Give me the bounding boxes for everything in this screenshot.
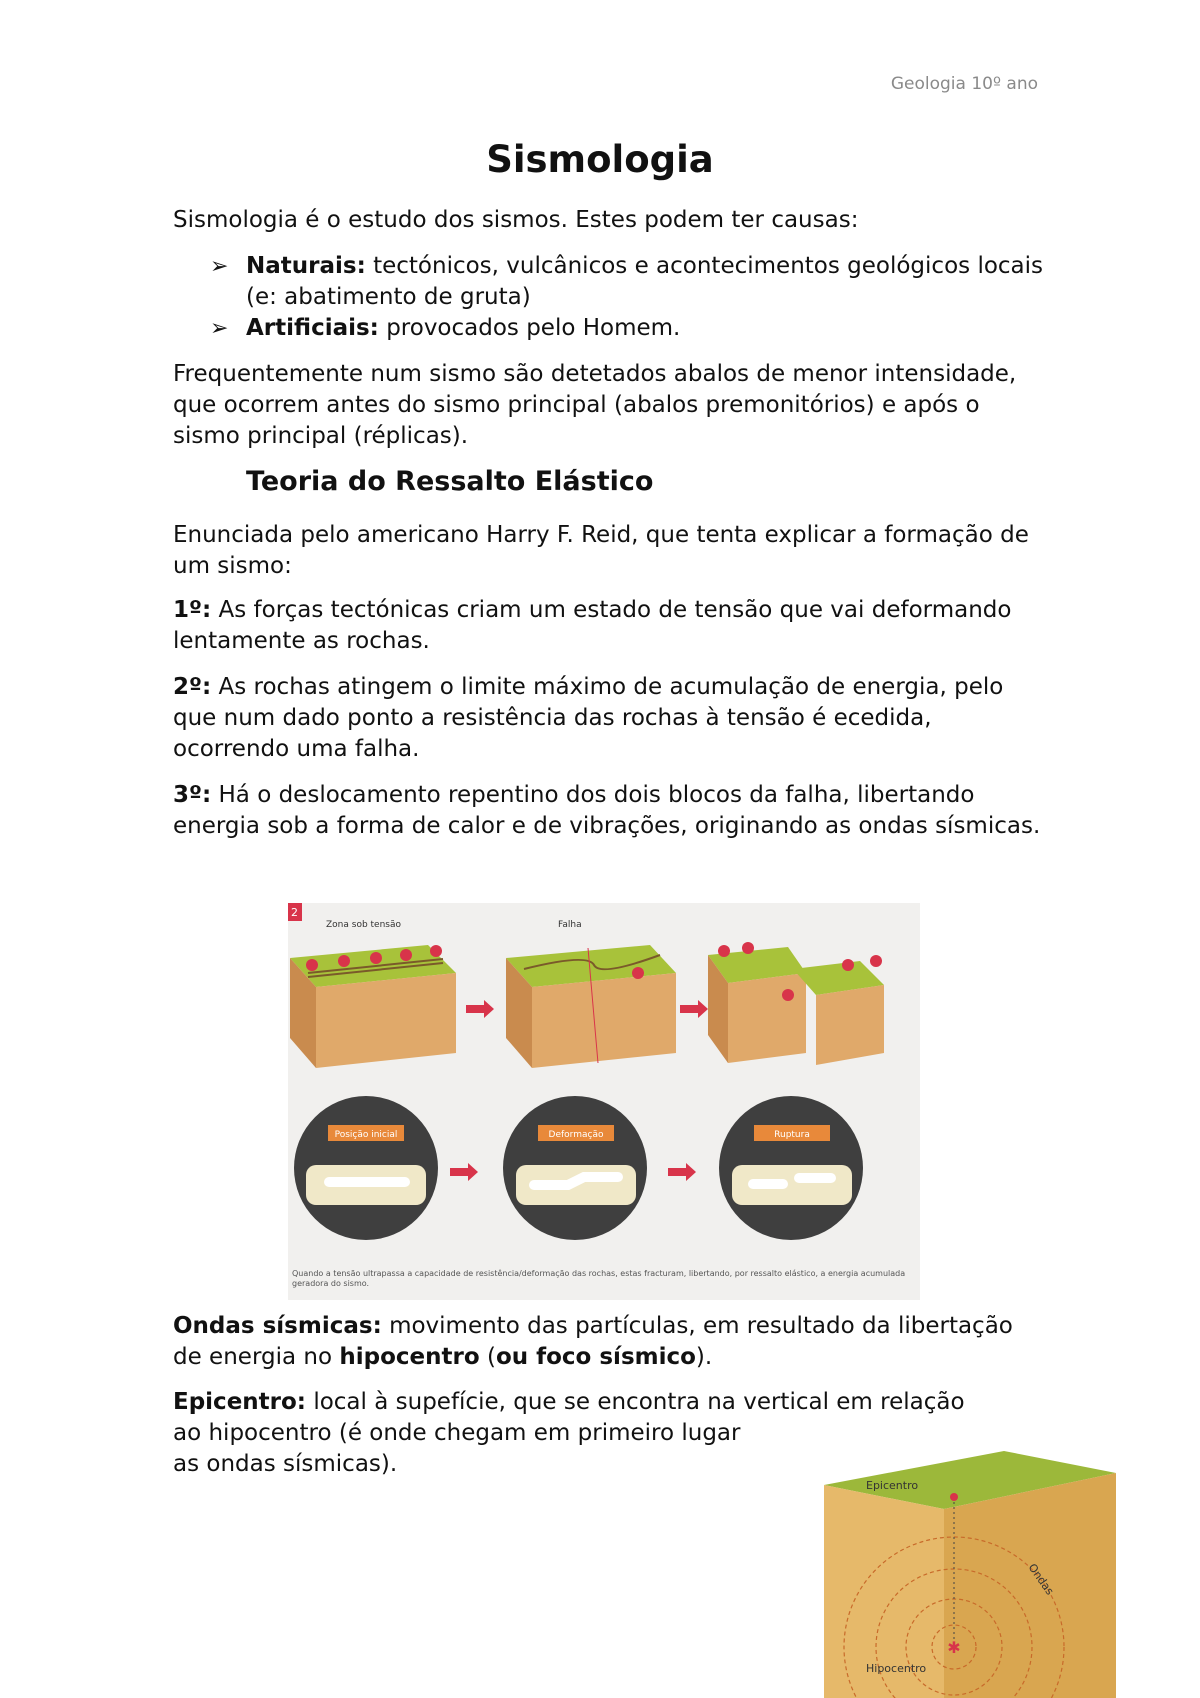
step-label: 1º: bbox=[173, 597, 212, 623]
step-text: As forças tectónicas criam um estado de tensão que vai deformando lentamente as rochas. bbox=[173, 597, 1012, 654]
section-subtitle: Teoria do Ressalto Elástico bbox=[246, 466, 654, 497]
marker-e3 bbox=[870, 955, 882, 967]
block-initial bbox=[290, 945, 456, 1068]
bullet-text: provocados pelo Homem. bbox=[378, 315, 681, 341]
bullet-label: Artificiais: bbox=[246, 315, 379, 341]
marker-c bbox=[370, 952, 382, 964]
bullet-text: tectónicos, vulcânicos e acontecimentos geológicos locais (e: abatimento de gruta) bbox=[246, 253, 1044, 310]
arrow-bullet-icon: ➢ bbox=[210, 254, 229, 279]
epicentro-point bbox=[950, 1493, 958, 1501]
paragraph-ondas bbox=[173, 1311, 1043, 1373]
bullet-naturais-text bbox=[246, 251, 1066, 313]
ondas-label: Ondas sísmicas: bbox=[173, 1313, 382, 1339]
ondas-text: movimento das partículas, em resultado da libertação de energia no bbox=[173, 1313, 1013, 1370]
foco-term: ou foco sísmico bbox=[495, 1344, 696, 1370]
hypocenter-cube-figure bbox=[818, 1447, 1118, 1698]
figure-caption: Quando a tensão ultrapassa a capacidade de resistência/deformação das rochas, estas fracturam, libertando, por ressalto elástico, a energia acumulada geradora do sismo. bbox=[292, 1269, 906, 1288]
ondas-paren-open: ( bbox=[479, 1344, 496, 1370]
paragraph-replicas: Frequentemente num sismo são detetados abalos de menor intensidade, que ocorrem antes do sismo principal (abalos premonitórios) e após o sismo principal (réplicas). bbox=[173, 361, 1017, 449]
step-label: 2º: bbox=[173, 674, 212, 700]
epicentro-label: Epicentro: bbox=[173, 1389, 307, 1415]
step-label: 3º: bbox=[173, 782, 212, 808]
hipocentro-term: hipocentro bbox=[339, 1344, 480, 1370]
stage-label-2: Deformação bbox=[548, 1130, 604, 1140]
hipocentro-figure-label: Hipocentro bbox=[866, 1662, 927, 1675]
stage-circle-1 bbox=[294, 1096, 438, 1240]
step-text: As rochas atingem o limite máximo de acumulação de energia, pelo que num dado ponto a resistência das rochas à tensão é ecedida, ocorrendo uma falha. bbox=[173, 674, 1004, 762]
marker-e bbox=[430, 945, 442, 957]
arrow-bullet-icon: ➢ bbox=[210, 316, 229, 341]
epicentro-figure-label: Epicentro bbox=[866, 1479, 919, 1492]
zone-label: Zona sob tensão bbox=[326, 920, 402, 930]
fault-label: Falha bbox=[558, 920, 582, 930]
step-3 bbox=[173, 780, 1043, 842]
marker-a bbox=[306, 959, 318, 971]
marker-d bbox=[400, 949, 412, 961]
stage-label-3: Ruptura bbox=[774, 1130, 810, 1140]
step-text: Há o deslocamento repentino dos dois blocos da falha, libertando energia sob a forma de calor e de vibrações, originando as ondas sísmicas. bbox=[173, 782, 1041, 839]
ondas-end: ). bbox=[695, 1344, 713, 1370]
epicentro-line2: ao hipocentro (é onde chegam em primeiro lugar bbox=[173, 1420, 741, 1446]
page-title: Sismologia bbox=[486, 138, 714, 181]
intro-paragraph: Sismologia é o estudo dos sismos. Estes podem ter causas: bbox=[173, 207, 859, 233]
figure-number: 2 bbox=[291, 906, 298, 919]
stage-circle-2 bbox=[503, 1096, 647, 1240]
stage-label-1: Posição inicial bbox=[334, 1130, 398, 1140]
ondas-figure-label: Ondas bbox=[1025, 1561, 1057, 1598]
block-deformation bbox=[506, 945, 676, 1068]
epicentro-line1: local à supefície, que se encontra na vertical em relação bbox=[306, 1389, 965, 1415]
marker-c3 bbox=[782, 989, 794, 1001]
bullet-label: Naturais: bbox=[246, 253, 366, 279]
stage-circle-3 bbox=[719, 1096, 863, 1240]
marker-b3 bbox=[742, 942, 754, 954]
epicentro-line3: as ondas sísmicas). bbox=[173, 1451, 398, 1477]
marker-d3 bbox=[842, 959, 854, 971]
marker-b bbox=[338, 955, 350, 967]
step-2 bbox=[173, 672, 1043, 765]
step-1 bbox=[173, 595, 1043, 657]
bullet-artificiais-text bbox=[246, 313, 1066, 344]
elastic-rebound-figure bbox=[288, 903, 920, 1300]
page-header: Geologia 10º ano bbox=[890, 74, 1038, 94]
paragraph-reid: Enunciada pelo americano Harry F. Reid, que tenta explicar a formação de um sismo: bbox=[173, 522, 1029, 579]
hipocentro-star-icon: ✱ bbox=[947, 1638, 961, 1657]
marker-e2 bbox=[632, 967, 644, 979]
marker-a3 bbox=[718, 945, 730, 957]
